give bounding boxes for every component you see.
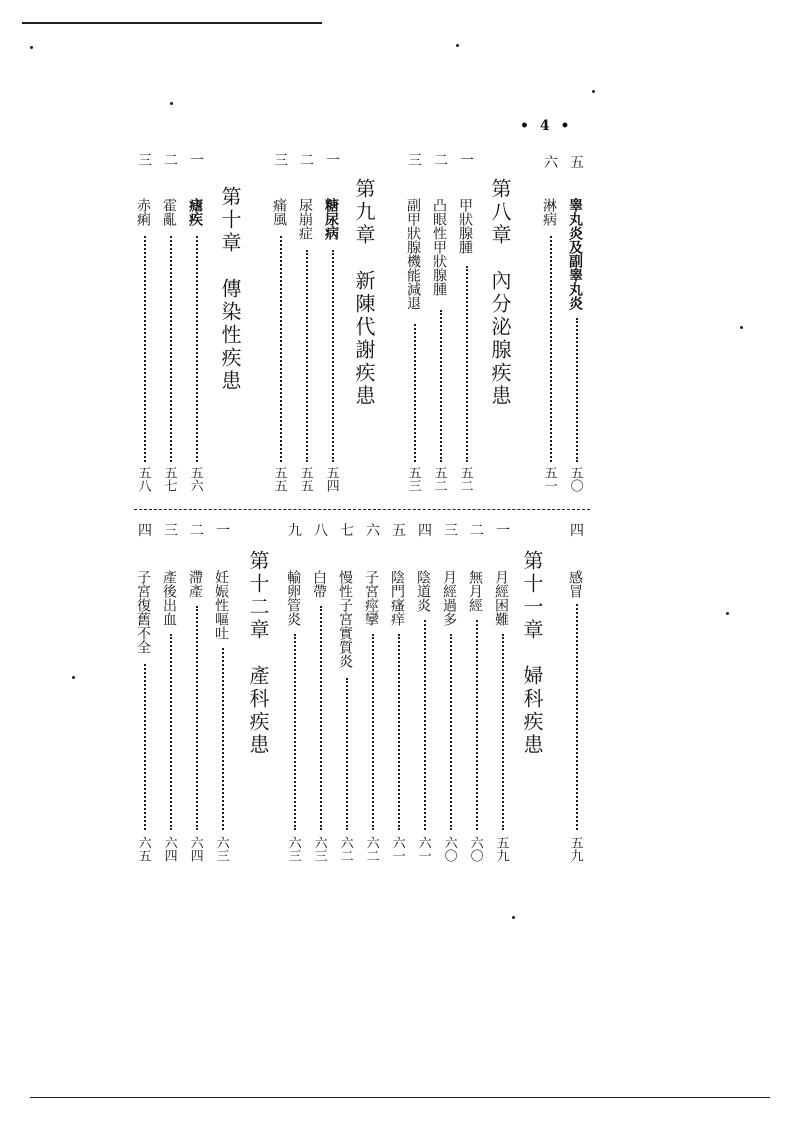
entry-page: 六二 <box>363 836 379 862</box>
entry-page: 五〇 <box>567 466 583 492</box>
entry-number: 一 <box>496 523 510 539</box>
scan-speck <box>456 44 459 47</box>
entry-number: 八 <box>314 523 328 539</box>
entry-title: 白帶 <box>311 570 327 598</box>
dot-leader <box>332 250 334 462</box>
dot-leader <box>306 250 308 462</box>
dot-leader <box>144 236 146 462</box>
entry-page: 五六 <box>187 466 203 492</box>
entry-page: 五五 <box>271 466 287 492</box>
entry-number: 三 <box>164 523 178 539</box>
entry-number: 一 <box>190 153 204 169</box>
entry-title: 霍亂 <box>161 198 177 226</box>
entry-number: 三 <box>408 153 422 169</box>
entry-number: 二 <box>190 523 204 539</box>
dot-leader <box>502 634 504 830</box>
scan-speck <box>740 326 743 329</box>
dot-leader <box>320 606 322 830</box>
entry-page: 五五 <box>297 466 313 492</box>
top-scan-rule <box>22 22 322 24</box>
bottom-scan-rule <box>30 1097 770 1098</box>
dot-leader <box>424 620 426 830</box>
entry-title: 痛風 <box>271 198 287 226</box>
dot-leader <box>222 648 224 830</box>
entry-page: 六一 <box>415 836 431 862</box>
entry-page: 五四 <box>323 466 339 492</box>
entry-title: 糖尿病 <box>323 198 339 240</box>
dot-leader <box>346 678 348 830</box>
entry-title: 陰門瘙痒 <box>389 570 405 626</box>
entry-page: 六〇 <box>467 836 483 862</box>
entry-title: 淋病 <box>541 198 557 226</box>
entry-number: 九 <box>288 523 302 539</box>
entry-title: 陰道炎 <box>415 570 431 612</box>
entry-title: 月經過多 <box>441 570 457 626</box>
scan-speck <box>512 916 515 919</box>
entry-title: 睾丸炎及副睾丸炎 <box>567 198 583 310</box>
entry-title: 感冒 <box>567 570 583 598</box>
entry-page: 六三 <box>311 836 327 862</box>
entry-number: 二 <box>164 153 178 169</box>
chapter-heading: 第九章 新陳代謝疾患 <box>352 178 376 408</box>
dot-leader <box>440 310 442 462</box>
entry-page: 六三 <box>213 836 229 862</box>
entry-title: 子宮復舊不全 <box>135 570 151 654</box>
scan-speck <box>170 102 173 105</box>
entry-number: 三 <box>444 523 458 539</box>
section-divider <box>134 509 590 510</box>
page-number: • 4 • <box>520 118 573 134</box>
dot-leader <box>414 324 416 462</box>
entry-page: 五八 <box>135 466 151 492</box>
chapter-heading: 第十章 傳染性疾患 <box>218 186 242 393</box>
entry-page: 五三 <box>405 466 421 492</box>
dot-leader <box>196 606 198 830</box>
entry-page: 六二 <box>337 836 353 862</box>
dot-leader <box>450 634 452 830</box>
entry-page: 六〇 <box>441 836 457 862</box>
entry-number: 二 <box>434 153 448 169</box>
entry-title: 產後出血 <box>161 570 177 626</box>
entry-page: 五二 <box>457 466 473 492</box>
chapter-heading: 第十一章 婦科疾患 <box>520 550 544 757</box>
dot-leader <box>196 236 198 462</box>
entry-title: 凸眼性甲狀腺腫 <box>431 198 447 296</box>
entry-number: 六 <box>544 155 558 171</box>
entry-title: 副甲狀腺機能減退 <box>405 198 421 310</box>
scan-speck <box>592 90 595 93</box>
entry-number: 一 <box>460 153 474 169</box>
scan-speck <box>30 46 33 49</box>
entry-number: 五 <box>570 155 584 171</box>
entry-number: 七 <box>340 523 354 539</box>
entry-title: 慢性子宮實質炎 <box>337 570 353 668</box>
entry-number: 四 <box>418 523 432 539</box>
entry-title: 滯產 <box>187 570 203 598</box>
entry-number: 五 <box>392 523 406 539</box>
dot-leader <box>466 266 468 462</box>
entry-title: 尿崩症 <box>297 198 313 240</box>
entry-page: 五二 <box>431 466 447 492</box>
entry-page: 五一 <box>541 466 557 492</box>
dot-leader <box>280 236 282 462</box>
entry-number: 二 <box>470 523 484 539</box>
dot-leader <box>476 620 478 830</box>
entry-number: 二 <box>300 153 314 169</box>
entry-title: 妊娠性嘔吐 <box>213 570 229 640</box>
dot-leader <box>550 236 552 462</box>
entry-title: 月經困難 <box>493 570 509 626</box>
chapter-heading: 第十二章 產科疾患 <box>246 550 270 757</box>
chapter-heading: 第八章 內分泌腺疾患 <box>488 178 512 408</box>
dot-leader <box>170 236 172 462</box>
scan-speck <box>72 676 75 679</box>
entry-page: 六一 <box>389 836 405 862</box>
entry-title: 甲狀腺腫 <box>457 198 473 254</box>
entry-number: 四 <box>570 523 584 539</box>
dot-leader <box>294 634 296 830</box>
entry-page: 六三 <box>285 836 301 862</box>
dot-leader <box>576 604 578 830</box>
dot-leader <box>144 664 146 830</box>
entry-title: 瘧疾 <box>187 198 203 226</box>
entry-title: 輸卵管炎 <box>285 570 301 626</box>
entry-title: 無月經 <box>467 570 483 612</box>
entry-page: 六四 <box>187 836 203 862</box>
entry-number: 三 <box>274 153 288 169</box>
dot-leader <box>576 318 578 462</box>
entry-page: 五七 <box>161 466 177 492</box>
entry-title: 赤痢 <box>135 198 151 226</box>
entry-number: 一 <box>216 523 230 539</box>
dot-leader <box>398 634 400 830</box>
scan-speck <box>726 612 729 615</box>
entry-page: 六四 <box>161 836 177 862</box>
entry-number: 六 <box>366 523 380 539</box>
entry-page: 六五 <box>135 836 151 862</box>
entry-number: 四 <box>138 523 152 539</box>
entry-page: 五九 <box>493 836 509 862</box>
entry-title: 子宮痙攣 <box>363 570 379 626</box>
entry-number: 三 <box>138 153 152 169</box>
entry-number: 一 <box>326 153 340 169</box>
dot-leader <box>170 634 172 830</box>
dot-leader <box>372 634 374 830</box>
entry-page: 五九 <box>567 836 583 862</box>
